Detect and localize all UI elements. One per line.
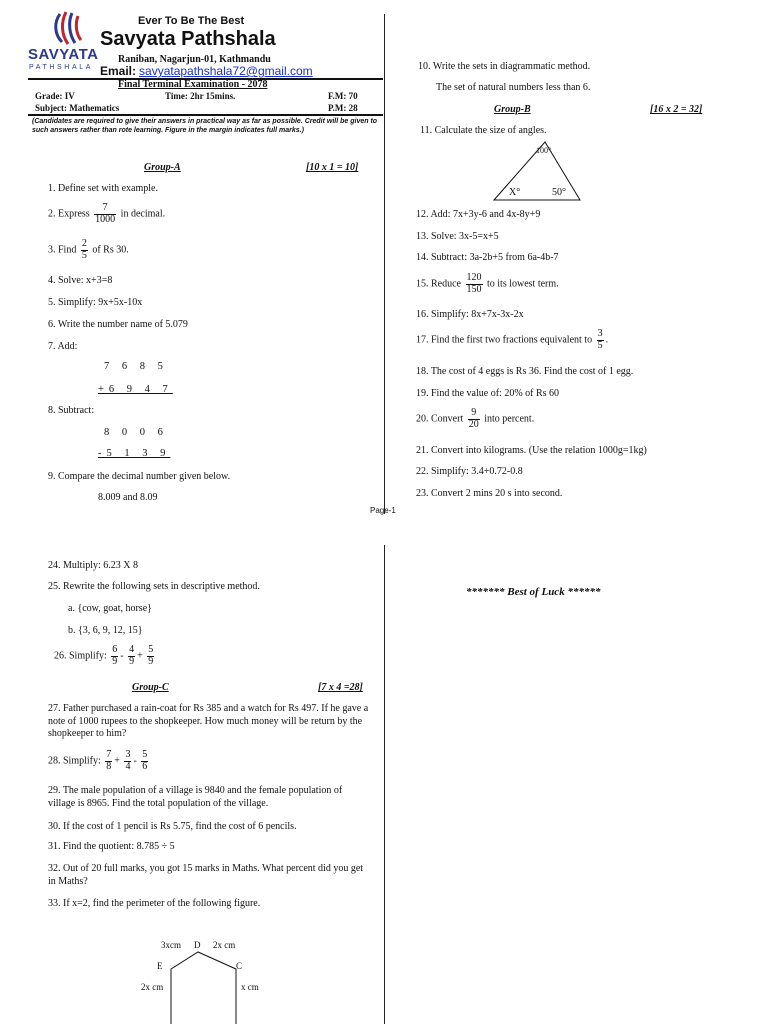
- question-21: 21. Convert into kilograms. (Use the relation 1000g=1kg): [416, 445, 647, 456]
- group-a-title: Group-A: [144, 162, 181, 173]
- triangle-right-angle: 50°: [552, 187, 566, 198]
- question-24: 24. Multiply: 6.23 X 8: [48, 560, 139, 571]
- question-14: 14. Subtract: 3a-2b+5 from 6a-4b-7: [416, 252, 559, 263]
- question-12: 12. Add: 7x+3y-6 and 4x-8y+9: [416, 209, 541, 220]
- page-number: Page-1: [370, 506, 396, 515]
- subtraction-bottom-number: -5 1 3 9: [98, 448, 171, 459]
- group-b-title: Group-B: [494, 104, 531, 115]
- question-20: 20. Convert $\frac{9}{20}$ into percent.: [416, 407, 535, 430]
- fraction-7-8: $\frac{7}{8}$: [106, 749, 112, 772]
- fraction-5-9: $\frac{5}{9}$: [148, 644, 154, 667]
- triangle-top-angle: 100°: [536, 146, 552, 155]
- question-7: 7. Add:: [48, 341, 78, 352]
- logo-wordmark: SAVYATA: [28, 46, 99, 63]
- fraction-5-6: $\frac{5}{6}$: [142, 749, 148, 772]
- question-15: 15. Reduce $\frac{120}{150}$ to its lowest term.: [416, 272, 559, 295]
- best-of-luck: ******* Best of Luck ******: [466, 586, 601, 598]
- figure-label-2xcm-top: 2x cm: [213, 940, 236, 950]
- school-address: Raniban, Nagarjun-01, Kathmandu: [118, 54, 271, 65]
- question-9-values: 8.009 and 8.09: [98, 492, 158, 503]
- question-32: 32. Out of 20 full marks, you got 15 marks in Maths. What percent did you get in Maths?: [48, 863, 364, 887]
- fraction-6-9: $\frac{6}{9}$: [112, 644, 118, 667]
- school-motto: Ever To Be The Best: [138, 15, 245, 27]
- school-name: Savyata Pathshala: [100, 28, 276, 50]
- instructions: (Candidates are required to give their answers in practical way as far as possible. Credit will be given to such answers rather than rote learning. Figure in the margin indicates full marks.): [32, 118, 378, 135]
- fraction-3-5: $\frac{3}{5}$: [597, 328, 603, 351]
- page2-column-divider: [384, 545, 385, 1024]
- pass-marks-label: P.M: 28: [328, 103, 358, 113]
- question-26: 26. Simplify: $\frac{6}{9}$ - $\frac{4}{9}$ + $\frac{5}{9}$: [54, 644, 154, 667]
- question-29: 29. The male population of a village is 9840 and the female population of village is 8965. Find the total population of the village.: [48, 785, 343, 809]
- question-25: 25. Rewrite the following sets in descriptive method.: [48, 581, 260, 592]
- figure-vertex-d: D: [194, 940, 201, 950]
- subtraction-top-number: 8 0 0 6: [104, 427, 168, 438]
- info-rule: [28, 114, 383, 116]
- figure-vertex-c: C: [236, 961, 243, 971]
- question-23: 23. Convert 2 mins 20 s into second.: [416, 488, 563, 499]
- question-2: 2. Express $\frac{7}{1000}$ in decimal.: [48, 202, 166, 225]
- fraction-7-1000: $\frac{7}{1000}$: [95, 202, 116, 225]
- question-22: 22. Simplify: 3.4+0.72-0.8: [416, 466, 523, 477]
- question-33: 33. If x=2, find the perimeter of the following figure.: [48, 898, 261, 909]
- grade-label: Grade: IV: [35, 91, 75, 101]
- group-c-marks: [7 x 4 =28]: [318, 682, 363, 693]
- question-1: 1. Define set with example.: [48, 183, 158, 194]
- question-31: 31. Find the quotient: 8.785 ÷ 5: [48, 841, 175, 852]
- group-c-title: Group-C: [132, 682, 169, 693]
- question-9: 9. Compare the decimal number given below.: [48, 471, 231, 482]
- question-13: 13. Solve: 3x-5=x+5: [416, 231, 499, 242]
- subject-label: Subject: Mathematics: [35, 103, 120, 113]
- question-28: 28. Simplify: $\frac{7}{8}$ + $\frac{3}{4}$ - $\frac{5}{6}$: [48, 749, 148, 772]
- group-a-marks: [10 x 1 = 10]: [306, 162, 359, 173]
- question-30: 30. If the cost of 1 pencil is Rs 5.75, find the cost of 6 pencils.: [48, 821, 297, 832]
- figure-label-xcm-right: x cm: [241, 982, 259, 992]
- time-label: Time: 2hr 15mins.: [165, 91, 236, 101]
- addition-top-number: 7 6 8 5: [104, 361, 168, 372]
- figure-label-2xcm-left: 2x cm: [141, 982, 164, 992]
- fraction-120-150: $\frac{120}{150}$: [466, 272, 482, 295]
- logo-subtext: PATHSHALA: [29, 64, 93, 71]
- pentagon-figure: [160, 945, 250, 1024]
- question-25b: b. {3, 6, 9, 12, 15}: [68, 625, 143, 636]
- question-18: 18. The cost of 4 eggs is Rs 36. Find the cost of 1 egg.: [416, 366, 634, 377]
- email-link[interactable]: savyatapathshala72@gmail.com: [139, 64, 313, 78]
- figure-label-3xcm: 3xcm: [161, 940, 181, 950]
- question-19: 19. Find the value of: 20% of Rs 60: [416, 388, 560, 399]
- fraction-3-4: $\frac{3}{4}$: [125, 749, 131, 772]
- fraction-9-20: $\frac{9}{20}$: [468, 407, 479, 430]
- question-10-sub: The set of natural numbers less than 6.: [436, 82, 591, 93]
- exam-title: Final Terminal Examination - 2078: [118, 79, 268, 90]
- email-line: [100, 64, 313, 79]
- question-3: 3. Find $\frac{2}{5}$ of Rs 30.: [48, 238, 129, 261]
- question-16: 16. Simplify: 8x+7x-3x-2x: [416, 309, 524, 320]
- question-25a: a. {cow, goat, horse}: [68, 603, 152, 614]
- question-17: 17. Find the first two fractions equivalent to $\frac{3}{5}$ .: [416, 328, 609, 351]
- question-8: 8. Subtract:: [48, 405, 95, 416]
- full-marks-label: F.M: 70: [328, 91, 358, 101]
- fraction-2-5: $\frac{2}{5}$: [81, 238, 87, 261]
- triangle-left-angle: X°: [509, 187, 521, 198]
- question-27: 27. Father purchased a rain-coat for Rs 385 and a watch for Rs 497. If he gave a note of 1000 rupees to the shopkeeper. How much money will be return by the shopkeeper to him?: [48, 703, 369, 739]
- email-label: Email:: [100, 64, 137, 78]
- fraction-4-9: $\frac{4}{9}$: [129, 644, 135, 667]
- question-5: 5. Simplify: 9x+5x-10x: [48, 297, 143, 308]
- question-11: 11. Calculate the size of angles.: [420, 125, 547, 136]
- figure-vertex-e: E: [157, 961, 163, 971]
- question-4: 4. Solve: x+3=8: [48, 275, 113, 286]
- group-b-marks: [16 x 2 = 32]: [650, 104, 703, 115]
- question-6: 6. Write the number name of 5.079: [48, 319, 188, 330]
- addition-bottom-number: +6 9 4 7: [98, 384, 173, 395]
- page1-column-divider: [384, 14, 385, 514]
- question-10: 10. Write the sets in diagrammatic method.: [418, 61, 591, 72]
